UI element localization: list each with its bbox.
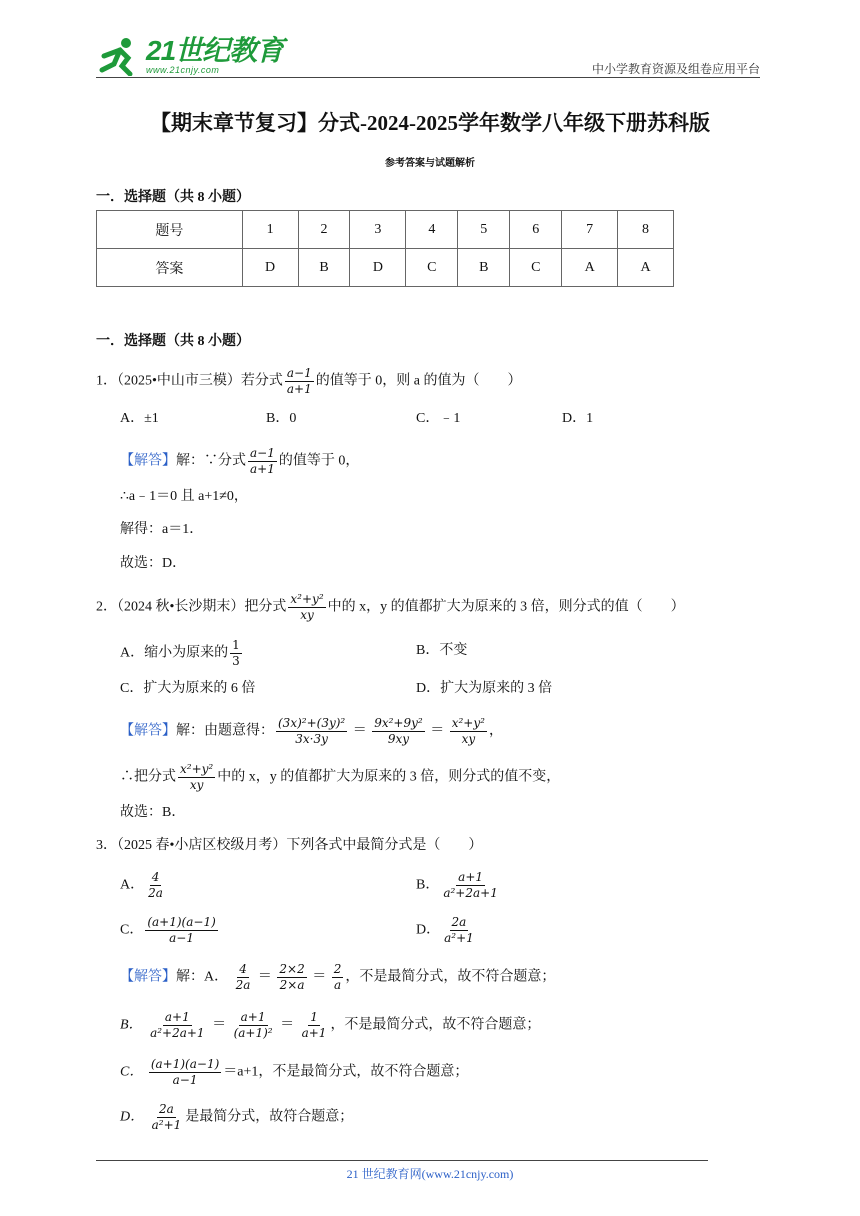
runner-logo-icon <box>96 36 142 76</box>
fraction <box>450 716 487 747</box>
footer-divider <box>96 1160 708 1161</box>
fraction <box>372 716 425 747</box>
solution-text: ＝a+1，不是最简分式，故不符合题意； <box>223 1064 469 1080</box>
option-a <box>120 638 244 669</box>
denominator: 2a <box>235 978 251 992</box>
solution-line: 故选：B． <box>120 805 186 820</box>
solution-text: ，不是最简分式，故不符合题意； <box>345 969 556 985</box>
denominator: xy <box>461 732 476 746</box>
denominator: 3 <box>232 654 240 668</box>
option-label: A． <box>120 877 145 893</box>
denominator: a−1 <box>169 931 194 945</box>
fraction <box>332 962 344 993</box>
numerator: 2×2 <box>279 962 305 976</box>
table-cell: 2 <box>298 211 350 249</box>
fraction <box>146 870 165 901</box>
solution-text: ，不是最简分式，故不符合题意； <box>330 1017 541 1033</box>
option-a <box>120 870 167 901</box>
numerator: a−1 <box>286 366 312 380</box>
fraction <box>232 1010 275 1041</box>
numerator: (3x)²+(3y)² <box>278 716 346 730</box>
fraction <box>300 1010 329 1041</box>
numerator: a+1 <box>458 870 484 884</box>
option-c: C．﹣1 <box>416 411 461 426</box>
solution-line <box>120 1102 353 1133</box>
table-cell: 1 <box>242 211 298 249</box>
denominator: 2a <box>148 886 163 900</box>
option-b: B．0 <box>266 411 297 426</box>
table-cell: 4 <box>406 211 458 249</box>
fraction <box>277 962 306 993</box>
stem-text: 中的 x，y 的值都扩大为原来的 3 倍，则分式的值（ ） <box>327 599 685 615</box>
denominator: a²+1 <box>444 931 474 945</box>
denominator: a−1 <box>172 1073 198 1087</box>
solution-text: B． <box>120 1017 143 1033</box>
table-cell: 7 <box>562 211 618 249</box>
fraction <box>230 638 242 669</box>
numerator: (a+1)(a−1) <box>150 1057 220 1071</box>
denominator: (a+1)² <box>233 1026 273 1040</box>
option-text: A．缩小为原来的 <box>120 645 229 661</box>
solution-text: D． <box>120 1109 145 1125</box>
question-1-stem <box>96 366 521 397</box>
numerator: x²+y² <box>451 716 485 730</box>
denominator: 3x·3y <box>295 732 328 746</box>
solution-line: 【解答】解：由题意得： $\frac{\text{(3x)²+(3y)²}}{3x\cdot 3y}$ ＝ $\frac{\text{9x²+9y²}}{9xy}$ ＝ $\frac{\text{x²+y²}}{xy}$ ， <box>120 716 503 746</box>
solution-line: ∴a﹣1＝0 且 a+1≠0， <box>120 489 248 504</box>
option-d: D．扩大为原来的 3 倍 <box>416 681 553 696</box>
fraction <box>442 915 476 946</box>
numerator: a+1 <box>164 1010 190 1024</box>
numerator: 2a <box>159 1102 174 1116</box>
solution-text: 解：∵分式 <box>176 453 246 469</box>
stem-text: 的值等于 0，则 a 的值为（ ） <box>315 373 522 389</box>
table-cell: B <box>298 249 350 287</box>
solution-text: 解：A． <box>176 969 229 985</box>
solution-text: 中的 x，y 的值都扩大为原来的 3 倍，则分式的值不变， <box>217 769 561 785</box>
denominator: 2×a <box>279 978 305 992</box>
numerator: 2 <box>333 962 342 976</box>
solution-line: 【解答】解：A． $\frac{4}{2a}$ ＝ $\frac{2\times 2}{2\times a}$ ＝ $\frac{2}{a}$ ，不是最简分式，故不符合题意； <box>120 962 556 992</box>
solution-line: 故选：D． <box>120 556 187 571</box>
answer-table <box>96 210 674 287</box>
denominator: a+1 <box>250 462 275 476</box>
solution-line <box>120 762 560 793</box>
table-cell: 5 <box>458 211 510 249</box>
fraction <box>148 1010 207 1041</box>
solution-tag: 【解答】 <box>120 723 176 739</box>
denominator: a+1 <box>286 382 312 396</box>
stem-text: 2．（2024 秋•长沙期末）把分式 <box>96 599 287 615</box>
table-cell: D <box>350 249 406 287</box>
numerator: (a+1)(a−1) <box>147 915 216 929</box>
section-heading: 一．选择题（共 8 小题） <box>96 190 250 205</box>
table-cell: 8 <box>618 211 674 249</box>
option-c: C．扩大为原来的 6 倍 <box>120 681 256 696</box>
fraction <box>178 762 215 793</box>
numerator: 2a <box>451 915 467 929</box>
option-label: B． <box>416 877 440 893</box>
platform-name: 中小学教育资源及组卷应用平台 <box>591 62 760 76</box>
denominator: a²+2a+1 <box>443 886 498 900</box>
option-c <box>120 915 220 946</box>
numerator: 4 <box>239 962 247 976</box>
table-cell: 3 <box>350 211 406 249</box>
table-cell: D <box>242 249 298 287</box>
fraction <box>149 1057 221 1088</box>
numerator: 1 <box>232 638 240 652</box>
numerator: 1 <box>310 1010 318 1024</box>
numerator: a+1 <box>240 1010 266 1024</box>
fraction <box>248 446 277 477</box>
fraction <box>285 366 314 397</box>
logo-url: www.21cnjy.com <box>146 65 220 75</box>
solution-text: 的值等于 0， <box>278 453 360 469</box>
table-row <box>97 249 674 287</box>
fraction <box>288 592 325 623</box>
denominator: a²+2a+1 <box>150 1026 205 1040</box>
page-title: 【期末章节复习】分式-2024-2025学年数学八年级下册苏科版 <box>150 111 710 135</box>
stem-text: 1．（2025•中山市三模）若分式 <box>96 373 283 389</box>
solution-line <box>120 1057 468 1088</box>
denominator: xy <box>300 608 314 622</box>
solution-text: 解：由题意得： <box>176 723 274 739</box>
fraction <box>145 915 217 946</box>
numerator: 9x²+9y² <box>374 716 423 730</box>
option-b: B．不变 <box>416 643 468 658</box>
numerator: x²+y² <box>290 592 324 606</box>
question-3-stem: 3．（2025 春•小店区校级月考）下列各式中最简分式是（ ） <box>96 838 483 853</box>
solution-line: 解得：a＝1． <box>120 522 204 537</box>
option-label: C． <box>120 922 144 938</box>
numerator: a−1 <box>250 446 275 460</box>
numerator: 4 <box>151 870 160 884</box>
solution-line <box>120 446 359 477</box>
solution-text: C． <box>120 1064 144 1080</box>
solution-tag: 【解答】 <box>120 969 176 985</box>
solution-line: B． $\frac{a+1}{\text{a²+2a+1}}$ ＝ $\frac{a+1}{\text{(a+1)²}}$ ＝ $\frac{1}{a+1}$ ，不是最简分式，故不符合题意； <box>120 1010 541 1040</box>
fraction <box>276 716 347 747</box>
numerator: x²+y² <box>180 762 214 776</box>
solution-text: 是最简分式，故符合题意； <box>185 1109 354 1125</box>
table-cell: B <box>458 249 510 287</box>
page-subtitle: 参考答案与试题解析 <box>385 158 475 169</box>
table-cell: C <box>510 249 562 287</box>
table-cell: 6 <box>510 211 562 249</box>
table-cell: 答案 <box>97 249 243 287</box>
site-logo <box>96 34 283 78</box>
section-heading: 一．选择题（共 8 小题） <box>96 334 250 349</box>
option-d <box>416 915 478 946</box>
solution-text: ∴把分式 <box>120 769 176 785</box>
denominator: xy <box>189 778 204 792</box>
fraction <box>150 1102 184 1133</box>
denominator: a+1 <box>301 1026 327 1040</box>
fraction <box>234 962 253 993</box>
denominator: a <box>333 978 342 992</box>
table-cell: C <box>406 249 458 287</box>
denominator: 9xy <box>387 732 410 746</box>
question-2-stem <box>96 592 685 623</box>
option-b <box>416 870 502 901</box>
denominator: a²+1 <box>151 1118 182 1132</box>
table-cell: 题号 <box>97 211 243 249</box>
logo-text: 21世纪教育 <box>146 35 284 66</box>
table-row <box>97 211 674 249</box>
footer-link[interactable]: 21 世纪教育网(www.21cnjy.com) <box>346 1167 514 1181</box>
table-cell: A <box>618 249 674 287</box>
table-cell: A <box>562 249 618 287</box>
option-d: D．1 <box>562 411 594 426</box>
solution-tag: 【解答】 <box>120 453 176 469</box>
header-divider <box>96 77 760 78</box>
option-label: D． <box>416 922 441 938</box>
fraction <box>441 870 500 901</box>
option-a: A．±1 <box>120 411 159 426</box>
